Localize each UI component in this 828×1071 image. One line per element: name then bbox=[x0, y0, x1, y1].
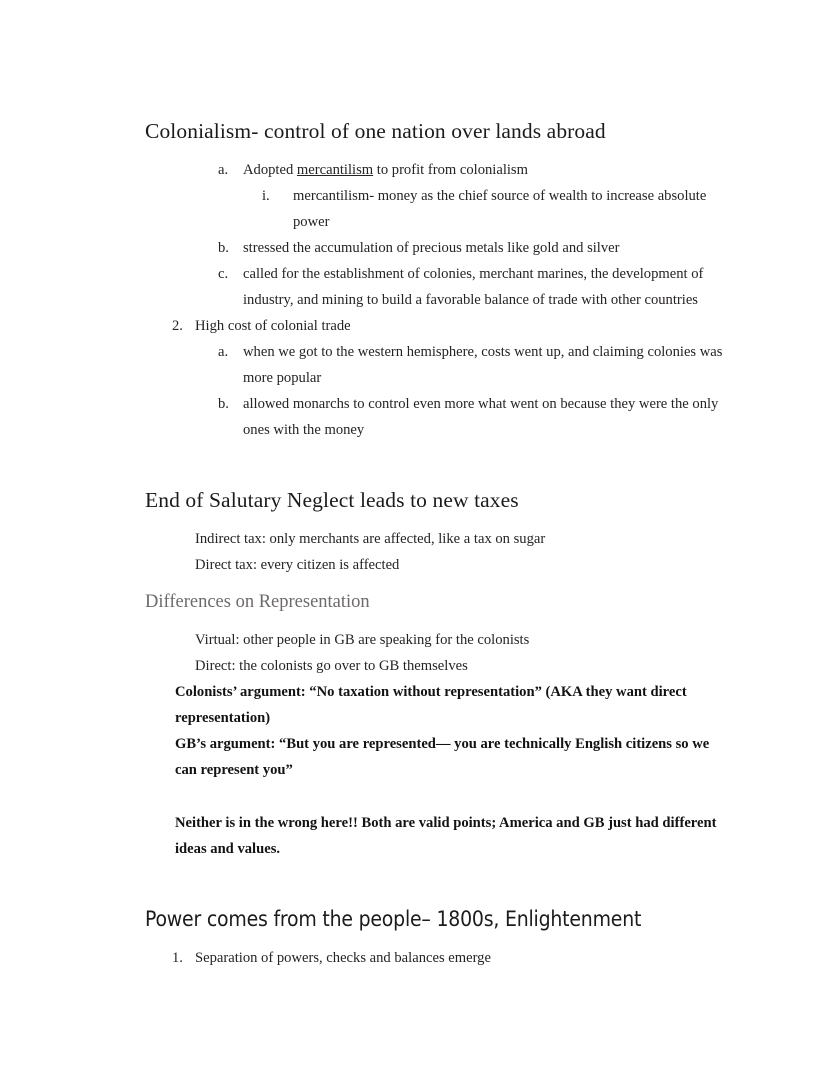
spacer bbox=[145, 443, 727, 487]
list-marker: a. bbox=[218, 344, 229, 360]
heading-colonialism: Colonialism- control of one nation over lands abroad bbox=[145, 119, 606, 143]
spacer bbox=[145, 578, 727, 590]
text-line-indirect-tax: Indirect tax: only merchants are affected, like a tax on sugar bbox=[195, 531, 546, 547]
list-item bbox=[218, 235, 727, 261]
list-item bbox=[218, 261, 727, 313]
spacer bbox=[145, 783, 727, 810]
list-marker: i. bbox=[262, 188, 270, 204]
paragraph-gb-argument: GB’s argument: “But you are represented— you are technically English citizens so we can represent you” bbox=[175, 736, 710, 778]
list-item bbox=[262, 183, 727, 235]
underlined-term: mercantilism bbox=[296, 162, 374, 178]
document-content bbox=[145, 118, 727, 971]
text-line-virtual-representation: Virtual: other people in GB are speaking for the colonists bbox=[195, 632, 530, 648]
spacer bbox=[145, 145, 727, 157]
list-item-text: allowed monarchs to control even more what went on because they were the only ones with the money bbox=[243, 396, 719, 438]
text-line-direct-representation: Direct: the colonists go over to GB themselves bbox=[195, 658, 468, 674]
spacer bbox=[145, 615, 727, 627]
list-marker: 1. bbox=[172, 950, 183, 966]
list-marker: c. bbox=[218, 266, 229, 282]
paragraph-colonists-argument: Colonists’ argument: “No taxation without representation” (AKA they want direct representation) bbox=[175, 684, 687, 726]
spacer bbox=[145, 514, 727, 526]
heading-salutary-neglect: End of Salutary Neglect leads to new taxes bbox=[145, 488, 519, 512]
spacer bbox=[145, 933, 727, 945]
list-marker: 2. bbox=[172, 318, 183, 334]
text-before-underline: Adopted bbox=[243, 162, 297, 178]
list-marker: b. bbox=[218, 396, 229, 412]
paragraph-closing-note: Neither is in the wrong here!! Both are valid points; America and GB just had different ideas and values. bbox=[175, 815, 717, 857]
text-line-direct-tax: Direct tax: every citizen is affected bbox=[195, 557, 400, 573]
list-marker: b. bbox=[218, 240, 229, 256]
list-item-text bbox=[243, 157, 727, 183]
text-after-underline: to profit from colonialism bbox=[373, 162, 528, 178]
list-item bbox=[218, 157, 727, 183]
list-item-text: when we got to the western hemisphere, costs went up, and claiming colonies was more popular bbox=[243, 344, 723, 386]
list-item-text: Separation of powers, checks and balances emerge bbox=[195, 950, 491, 966]
list-marker: a. bbox=[218, 162, 229, 178]
spacer bbox=[145, 862, 727, 906]
list-item-text: called for the establishment of colonies, merchant marines, the development of industry, and mining to build a favorable balance of trade with other countries bbox=[243, 266, 704, 308]
list-item bbox=[218, 339, 727, 391]
list-item bbox=[172, 945, 727, 971]
heading-power-comes-from-the-people: Power comes from the people– 1800s, Enlightenment bbox=[145, 907, 642, 931]
list-item-text: High cost of colonial trade bbox=[195, 318, 351, 334]
list-item bbox=[172, 313, 727, 339]
list-item-text: stressed the accumulation of precious metals like gold and silver bbox=[243, 240, 620, 256]
subheading-differences-on-representation: Differences on Representation bbox=[145, 592, 370, 612]
list-item bbox=[218, 391, 727, 443]
list-item-text: mercantilism- money as the chief source of wealth to increase absolute power bbox=[293, 188, 707, 230]
